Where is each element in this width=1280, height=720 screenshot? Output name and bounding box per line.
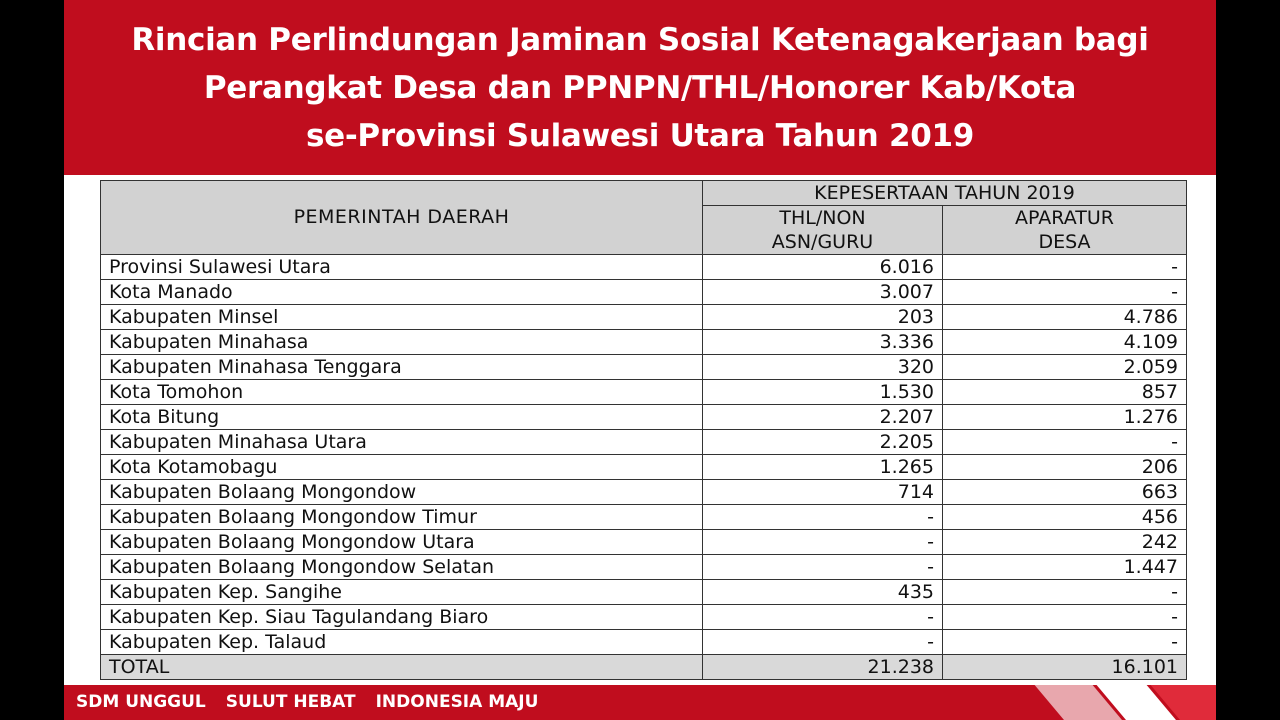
thl-cell: - <box>703 505 943 530</box>
thl-cell: 1.265 <box>703 455 943 480</box>
table-row <box>101 330 1187 355</box>
thl-cell: - <box>703 605 943 630</box>
aparatur-cell: - <box>943 430 1187 455</box>
aparatur-cell: 857 <box>943 380 1187 405</box>
table-row <box>101 630 1187 655</box>
region-cell: Kabupaten Kep. Sangihe <box>101 580 703 605</box>
total-aparatur: 16.101 <box>943 655 1187 680</box>
region-cell: Kabupaten Kep. Talaud <box>101 630 703 655</box>
table-row <box>101 505 1187 530</box>
thl-cell: 6.016 <box>703 255 943 280</box>
title-line-1: Rincian Perlindungan Jaminan Sosial Ketenagakerjaan bagi <box>131 21 1149 58</box>
table-row <box>101 280 1187 305</box>
title-line-2: Perangkat Desa dan PPNPN/THL/Honorer Kab/Kota <box>203 69 1077 106</box>
table-row <box>101 530 1187 555</box>
thl-cell: 203 <box>703 305 943 330</box>
region-cell: Kota Bitung <box>101 405 703 430</box>
thl-cell: 320 <box>703 355 943 380</box>
total-row <box>101 655 1187 680</box>
thl-cell: 714 <box>703 480 943 505</box>
thl-cell: 3.007 <box>703 280 943 305</box>
aparatur-cell: - <box>943 580 1187 605</box>
region-cell: Kota Tomohon <box>101 380 703 405</box>
table-row <box>101 555 1187 580</box>
thl-cell: - <box>703 630 943 655</box>
region-cell: Kabupaten Minahasa <box>101 330 703 355</box>
thl-cell: 3.336 <box>703 330 943 355</box>
total-thl: 21.238 <box>703 655 943 680</box>
table-row <box>101 480 1187 505</box>
header-thl-line-2: ASN/GURU <box>771 231 874 253</box>
table-row <box>101 380 1187 405</box>
footer-tag-indonesia: INDONESIA MAJU <box>375 692 539 712</box>
aparatur-cell: - <box>943 630 1187 655</box>
header-group: KEPESERTAAN TAHUN 2019 <box>703 181 1187 206</box>
thl-cell: 2.205 <box>703 430 943 455</box>
thl-cell: 435 <box>703 580 943 605</box>
slide <box>64 0 1216 720</box>
region-cell: Kabupaten Bolaang Mongondow Selatan <box>101 555 703 580</box>
header-thl <box>703 206 943 255</box>
table-row <box>101 605 1187 630</box>
aparatur-cell: 1.447 <box>943 555 1187 580</box>
title-line-3: se-Provinsi Sulawesi Utara Tahun 2019 <box>305 117 975 154</box>
thl-cell: 2.207 <box>703 405 943 430</box>
region-cell: Provinsi Sulawesi Utara <box>101 255 703 280</box>
region-cell: Kota Kotamobagu <box>101 455 703 480</box>
header-region: PEMERINTAH DAERAH <box>101 181 703 255</box>
aparatur-cell: 242 <box>943 530 1187 555</box>
region-cell: Kabupaten Bolaang Mongondow Utara <box>101 530 703 555</box>
header-aparatur-line-2: DESA <box>1038 231 1091 253</box>
aparatur-cell: 2.059 <box>943 355 1187 380</box>
table-row <box>101 580 1187 605</box>
aparatur-cell: 4.109 <box>943 330 1187 355</box>
aparatur-cell: - <box>943 280 1187 305</box>
total-label: TOTAL <box>101 655 703 680</box>
thl-cell: 1.530 <box>703 380 943 405</box>
footer-tagline <box>76 685 558 720</box>
header-thl-line-1: THL/NON <box>779 207 866 229</box>
region-cell: Kota Manado <box>101 280 703 305</box>
aparatur-cell: 663 <box>943 480 1187 505</box>
table-row <box>101 355 1187 380</box>
region-cell: Kabupaten Kep. Siau Tagulandang Biaro <box>101 605 703 630</box>
participation-table <box>100 180 1187 680</box>
region-cell: Kabupaten Bolaang Mongondow <box>101 480 703 505</box>
table-row <box>101 405 1187 430</box>
aparatur-cell: - <box>943 255 1187 280</box>
aparatur-cell: 4.786 <box>943 305 1187 330</box>
aparatur-cell: - <box>943 605 1187 630</box>
table-row <box>101 305 1187 330</box>
region-cell: Kabupaten Minahasa Tenggara <box>101 355 703 380</box>
region-cell: Kabupaten Bolaang Mongondow Timur <box>101 505 703 530</box>
footer-tag-sdm: SDM UNGGUL <box>76 692 206 712</box>
title-banner <box>64 0 1216 175</box>
table-row <box>101 455 1187 480</box>
region-cell: Kabupaten Minahasa Utara <box>101 430 703 455</box>
aparatur-cell: 206 <box>943 455 1187 480</box>
table-row <box>101 255 1187 280</box>
header-aparatur <box>943 206 1187 255</box>
table-row <box>101 430 1187 455</box>
header-aparatur-line-1: APARATUR <box>1015 207 1114 229</box>
thl-cell: - <box>703 530 943 555</box>
region-cell: Kabupaten Minsel <box>101 305 703 330</box>
aparatur-cell: 1.276 <box>943 405 1187 430</box>
footer-tag-sulut: SULUT HEBAT <box>225 692 356 712</box>
thl-cell: - <box>703 555 943 580</box>
aparatur-cell: 456 <box>943 505 1187 530</box>
